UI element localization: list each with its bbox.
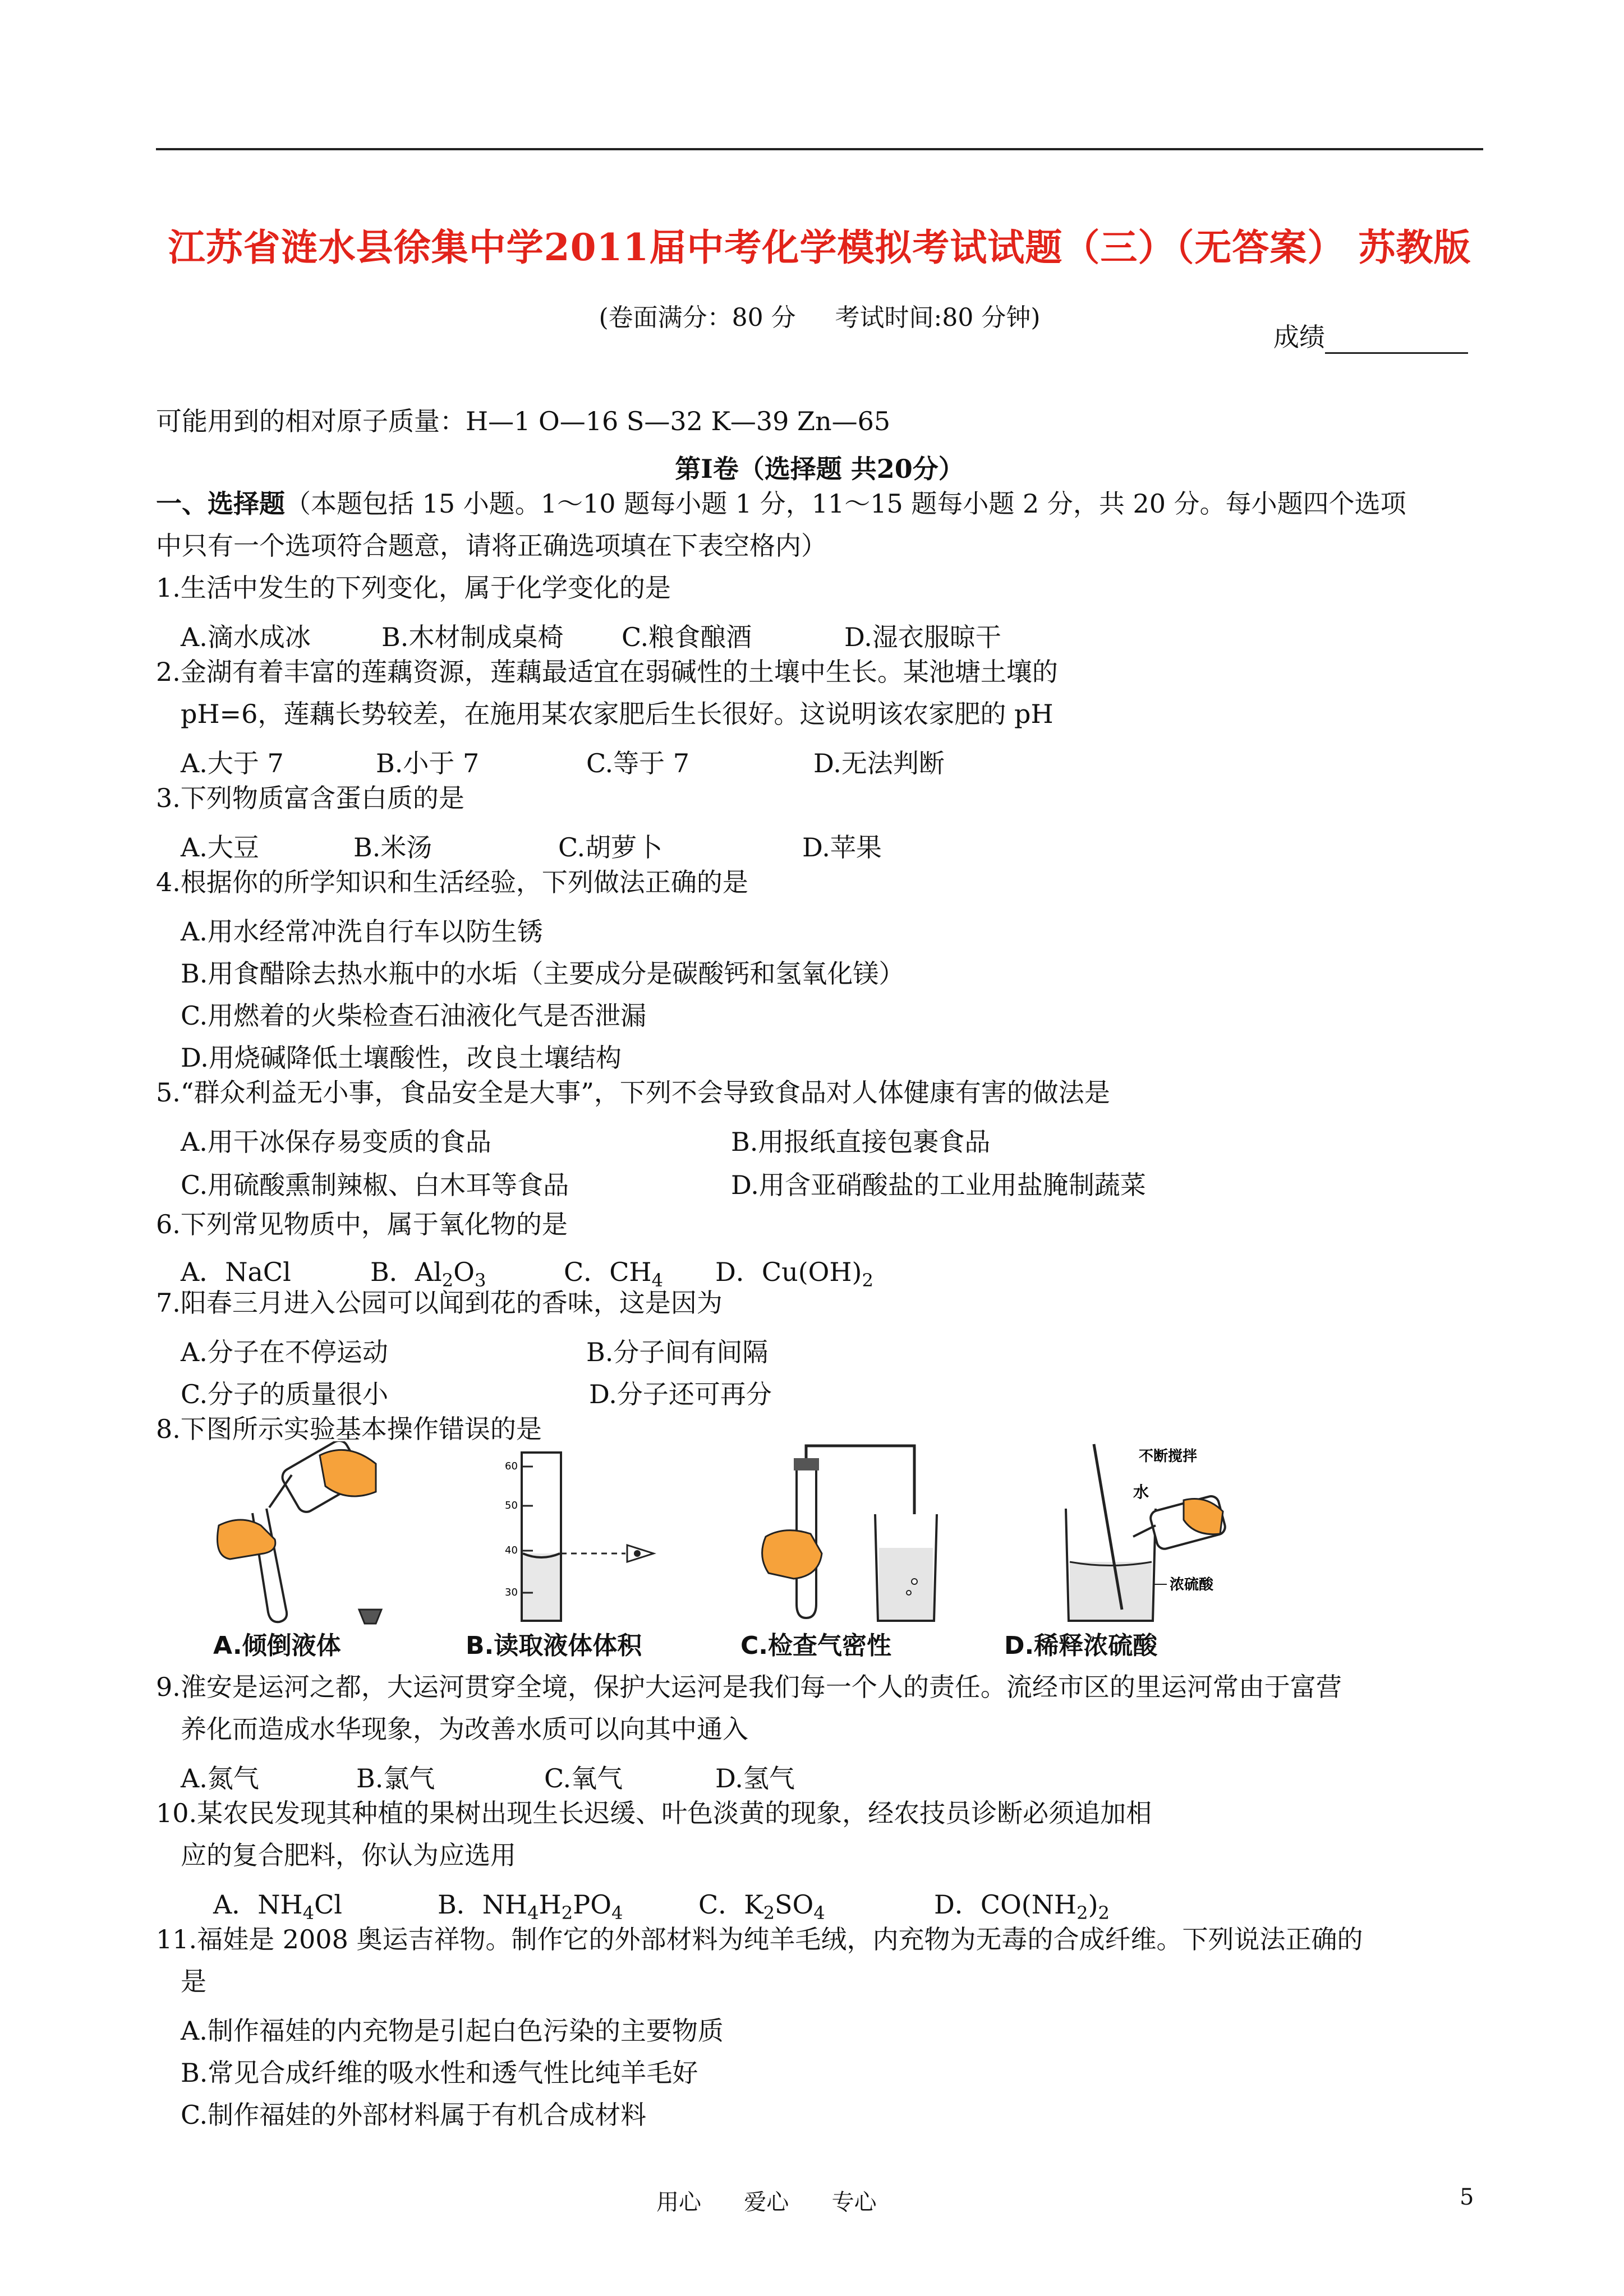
q5-stem: 5.“群众利益无小事，食品安全是大事”，下列不会导致食品对人体健康有害的做法是 <box>156 1077 1110 1108</box>
q11-option-c: C.制作福娃的外部材料属于有机合成材料 <box>181 2100 647 2130</box>
q10-option-a: A．$NH_4Cl$ <box>213 1889 342 1924</box>
q7-option-b: B.分子间有间隔 <box>586 1337 769 1367</box>
figure-b-reading-volume <box>499 1441 684 1626</box>
q3-option-a: A.大豆 <box>181 832 259 863</box>
stir-label: 不断搅拌 <box>1139 1448 1198 1465</box>
q10-option-c: C．$K_2SO_4$ <box>698 1889 825 1924</box>
q2-option-c: C.等于 7 <box>586 748 690 778</box>
q3-option-b: B.米汤 <box>353 832 433 863</box>
figure-d-caption: D.稀释浓硫酸 <box>1004 1631 1158 1660</box>
q1-stem: 1.生活中发生的下列变化，属于化学变化的是 <box>156 573 671 603</box>
q5-option-a: A.用干冰保存易变质的食品 <box>181 1127 491 1157</box>
dilute-acid-illustration <box>1055 1441 1240 1626</box>
q6-option-c: C．$CH_4$ <box>564 1257 663 1292</box>
q10-stem-1: 10.某农民发现其种植的果树出现生长迟缓、叶色淡黄的现象，经农技员诊断必须追加相 <box>156 1798 1152 1828</box>
score-field <box>1273 317 1468 354</box>
q1-option-b: B.木材制成桌椅 <box>381 622 564 652</box>
q10-option-d: D．$CO(NH_2)_2$ <box>934 1889 1110 1924</box>
figure-b-caption: B.读取液体体积 <box>466 1631 642 1660</box>
q8-stem: 8.下图所示实验基本操作错误的是 <box>156 1414 542 1444</box>
page-title: 江苏省涟水县徐集中学2011届中考化学模拟考试试题（三）（无答案） 苏教版 <box>168 225 1471 269</box>
q2-option-a: A.大于 7 <box>181 748 284 778</box>
section-label: 一、选择题 <box>156 488 285 519</box>
instructions-line-2: 中只有一个选项符合题意，请将正确选项填在下表空格内） <box>156 531 827 561</box>
score-blank <box>1325 330 1468 354</box>
q4-option-a: A.用水经常冲洗自行车以防生锈 <box>181 916 543 947</box>
q11-option-a: A.制作福娃的内充物是引起白色污染的主要物质 <box>181 2016 724 2046</box>
tick-label-30: 30 <box>505 1587 518 1598</box>
figure-c-airtightness <box>755 1441 945 1626</box>
tick-label-40: 40 <box>505 1545 518 1556</box>
part1-heading: 第Ⅰ卷（选择题 共20分） <box>675 454 964 484</box>
q4-option-b: B.用食醋除去热水瓶中的水垢（主要成分是碳酸钙和氢氧化镁） <box>181 958 905 989</box>
q11-stem-2: 是 <box>181 1966 206 1997</box>
q1-option-c: C.粮食酿酒 <box>622 622 752 652</box>
top-rule <box>156 148 1483 150</box>
q6-option-a: A．NaCl <box>181 1257 291 1287</box>
q5-option-d: D.用含亚硝酸盐的工业用盐腌制蔬菜 <box>731 1170 1146 1200</box>
page-number: 5 <box>1460 2184 1474 2210</box>
q3-option-d: D.苹果 <box>802 832 882 863</box>
q2-option-d: D.无法判断 <box>813 748 945 778</box>
tick-label-60: 60 <box>505 1460 518 1472</box>
q9-option-d: D.氢气 <box>715 1763 795 1794</box>
acid-label: 浓硫酸 <box>1170 1576 1214 1593</box>
q1-option-d: D.湿衣服晾干 <box>844 622 1001 652</box>
q10-option-b: B．$NH_4H_2PO_4$ <box>438 1889 623 1924</box>
q1-option-a: A.滴水成冰 <box>181 622 311 652</box>
q6-option-b: B．$Al_2O_3$ <box>370 1257 486 1292</box>
footer-motto: 用心 爱心 专心 <box>656 2189 877 2215</box>
graduated-cylinder-illustration <box>499 1441 684 1626</box>
q11-option-b: B.常见合成纤维的吸水性和透气性比纯羊毛好 <box>181 2058 698 2088</box>
q2-option-b: B.小于 7 <box>376 748 480 778</box>
q3-option-c: C.胡萝卜 <box>558 832 663 863</box>
airtightness-check-illustration <box>755 1441 945 1626</box>
section-instructions <box>156 488 1406 519</box>
score-label: 成绩 <box>1273 322 1325 352</box>
figure-a-caption: A.倾倒液体 <box>213 1631 341 1660</box>
q11-stem-1: 11.福娃是 2008 奥运吉祥物。制作它的外部材料为纯羊毛绒，内充物为无毒的合成纤维。下列说法正确的 <box>156 1924 1363 1954</box>
exam-info: (卷面满分：80 分 考试时间:80 分钟) <box>599 303 1041 332</box>
q7-stem: 7.阳春三月进入公园可以闻到花的香味，这是因为 <box>156 1288 723 1318</box>
figure-c-caption: C.检查气密性 <box>740 1631 892 1660</box>
tick-label-50: 50 <box>505 1500 518 1511</box>
q9-option-a: A.氮气 <box>181 1763 259 1794</box>
q5-option-c: C.用硫酸熏制辣椒、白木耳等食品 <box>181 1170 569 1200</box>
q6-stem: 6.下列常见物质中，属于氧化物的是 <box>156 1209 568 1239</box>
q9-option-c: C.氧气 <box>544 1763 623 1794</box>
atomic-masses: 可能用到的相对原子质量：H—1 O—16 S—32 K—39 Zn—65 <box>156 406 891 436</box>
q9-option-b: B.氯气 <box>356 1763 435 1794</box>
q4-stem: 4.根据你的所学知识和生活经验，下列做法正确的是 <box>156 867 748 897</box>
pouring-liquid-illustration <box>208 1441 393 1626</box>
q7-option-d: D.分子还可再分 <box>589 1379 772 1409</box>
q9-stem-2: 养化而造成水华现象，为改善水质可以向其中通入 <box>181 1714 748 1744</box>
q7-option-a: A.分子在不停运动 <box>181 1337 388 1367</box>
q4-option-c: C.用燃着的火柴检查石油液化气是否泄漏 <box>181 1001 647 1031</box>
q3-stem: 3.下列物质富含蛋白质的是 <box>156 783 464 813</box>
q2-stem-2: pH=6，莲藕长势较差，在施用某农家肥后生长很好。这说明该农家肥的 pH <box>181 699 1053 729</box>
figure-d-diluting-acid <box>1055 1441 1240 1626</box>
q2-stem-1: 2.金湖有着丰富的莲藕资源，莲藕最适宜在弱碱性的土壤中生长。某池塘土壤的 <box>156 657 1058 687</box>
q4-option-d: D.用烧碱降低土壤酸性，改良土壤结构 <box>181 1043 622 1073</box>
water-label: 水 <box>1133 1483 1149 1501</box>
q5-option-b: B.用报纸直接包裹食品 <box>731 1127 991 1157</box>
q6-option-d: D．$Cu(OH)_2$ <box>715 1257 873 1292</box>
instructions-line-1: （本题包括 15 小题。1～10 题每小题 1 分，11～15 题每小题 2 分，共 20 分。每小题四个选项 <box>285 488 1406 519</box>
figure-a-pouring-liquid <box>208 1441 393 1626</box>
q9-stem-1: 9.淮安是运河之都，大运河贯穿全境，保护大运河是我们每一个人的责任。流经市区的里运河常由于富营 <box>156 1672 1342 1702</box>
q7-option-c: C.分子的质量很小 <box>181 1379 389 1409</box>
q10-stem-2: 应的复合肥料，你认为应选用 <box>181 1840 516 1870</box>
